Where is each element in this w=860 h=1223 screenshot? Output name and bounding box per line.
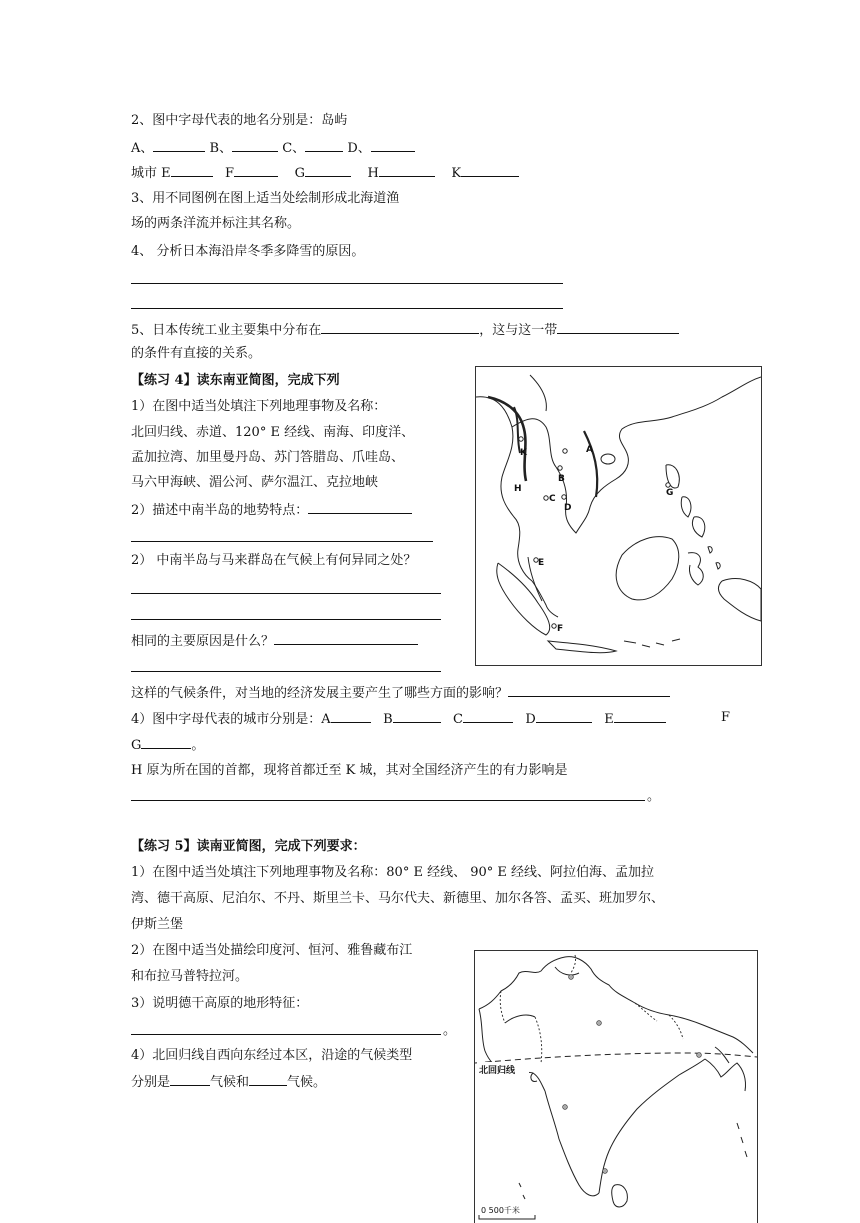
island-blank-b[interactable] <box>232 138 278 152</box>
map-label-tropic: 北回归线 <box>479 1066 516 1076</box>
south-asia-map-drawing <box>475 951 757 1223</box>
ex4-city-label-b: B <box>383 712 393 727</box>
city-label-k: K <box>451 166 462 181</box>
south-asia-map[interactable] <box>474 950 758 1223</box>
ex4-city-label-g: G <box>131 738 142 753</box>
q2-cities-line <box>131 163 519 183</box>
ex4-city-blank-a[interactable] <box>331 709 371 723</box>
island-blank-a[interactable] <box>153 138 205 152</box>
ex4-q3-answer-line-2[interactable] <box>131 619 441 620</box>
city-blank-h[interactable] <box>379 163 435 177</box>
city-label-e: 城市 E <box>131 166 171 181</box>
map-label-e: E <box>538 558 545 568</box>
ex4-q3-answer-line-1[interactable] <box>131 593 441 594</box>
ex5-q4-line-2 <box>131 1072 326 1092</box>
ex5-q1-line-1: 1）在图中适当处填注下列地理事物及名称：80° E 经线、 90° E 经线、阿拉伯海、孟加拉 <box>131 865 654 880</box>
city-blank-k[interactable] <box>461 163 519 177</box>
ex4-q1-items-1: 北回归线、赤道、120° E 经线、南海、印度洋、 <box>131 425 415 440</box>
ex5-q3-answer-line[interactable] <box>131 1034 441 1035</box>
map-label-g: G <box>666 488 674 498</box>
ex4-capital-end: 。 <box>647 789 661 804</box>
southeast-asia-map-drawing <box>476 367 761 665</box>
ex4-city-label-a: A <box>321 712 331 727</box>
ex4-q1-intro: 1）在图中适当处填注下列地理事物及名称： <box>131 399 387 414</box>
q4-answer-line-2[interactable] <box>131 308 563 309</box>
island-blank-d[interactable] <box>371 138 415 152</box>
ex4-q2-blank[interactable] <box>308 500 412 514</box>
southeast-asia-map[interactable] <box>475 366 762 666</box>
city-label-h: H <box>367 166 379 181</box>
island-label-a: A、 <box>131 141 154 156</box>
q5-line1 <box>131 320 679 340</box>
ex4-q3-text: 2） 中南半岛与马来群岛在气候上有何异同之处？ <box>131 553 417 568</box>
q4-answer-line-1[interactable] <box>131 283 563 284</box>
ex4-city-blank-c[interactable] <box>463 709 513 723</box>
ex4-capital-text: H 原为所在国的首都，现将首都迁至 K 城，其对全国经济产生的有力影响是 <box>131 763 568 778</box>
ex5-q3-end: 。 <box>443 1023 457 1038</box>
city-label-g: G <box>294 166 305 181</box>
ex4-reason-text: 相同的主要原因是什么？ <box>131 634 275 649</box>
ex4-city-label-e: E <box>604 712 614 727</box>
ex4-q2-text: 2）描述中南半岛的地势特点： <box>131 503 309 518</box>
ex5-q4-blank-2[interactable] <box>249 1072 287 1086</box>
city-blank-e[interactable] <box>171 163 213 177</box>
ex4-city-blank-d[interactable] <box>536 709 592 723</box>
ex4-city-blank-b[interactable] <box>393 709 441 723</box>
ex5-q4-blank-1[interactable] <box>170 1072 210 1086</box>
map-label-b: B <box>558 474 565 484</box>
ex4-cities-line <box>131 709 666 729</box>
ex5-q4-end: 气候。 <box>287 1075 327 1090</box>
q5-blank-2[interactable] <box>557 320 679 334</box>
ex4-city-label-f: F <box>721 710 731 725</box>
tropic-of-cancer-line <box>475 1053 757 1063</box>
island-blank-c[interactable] <box>305 138 343 152</box>
ex4-city-blank-g[interactable] <box>141 735 191 749</box>
map-scale-label: 0 500千米 <box>481 1206 520 1215</box>
map-label-d: D <box>564 503 572 513</box>
ex4-city-label-d: D <box>525 712 536 727</box>
island-label-c: C、 <box>282 141 306 156</box>
ex4-reason-blank[interactable] <box>274 631 418 645</box>
ex4-capital-answer-line[interactable] <box>131 800 645 801</box>
ex5-q4-pre: 分别是 <box>131 1075 171 1090</box>
ex4-effect-line <box>131 683 670 703</box>
ex5-q4-line-1: 4）北回归线自西向东经过本区，沿途的气候类型 <box>131 1048 413 1063</box>
ex4-q2-answer-line[interactable] <box>131 541 433 542</box>
q2-islands-line <box>131 138 415 158</box>
q3-line2: 场的两条洋流并标注其名称。 <box>131 216 301 231</box>
q4-text: 4、 分析日本海沿岸冬季多降雪的原因。 <box>131 244 365 259</box>
ex5-q2-line-1: 2）在图中适当处描绘印度河、恒河、雅鲁藏布江 <box>131 943 413 958</box>
ex4-city-label-c: C <box>453 712 463 727</box>
ex5-q1-line-3: 伊斯兰堡 <box>131 917 184 932</box>
ex4-q1-items-2: 孟加拉湾、加里曼丹岛、苏门答腊岛、爪哇岛、 <box>131 450 405 465</box>
ex4-city-blank-e[interactable] <box>614 709 666 723</box>
ex4-reason-answer-line[interactable] <box>131 671 441 672</box>
ex4-reason-line <box>131 631 418 651</box>
ex5-q2-line-2: 和布拉马普特拉河。 <box>131 969 249 984</box>
map-label-h: H <box>514 484 522 494</box>
q5-blank-1[interactable] <box>321 320 479 334</box>
ex5-q1-line-2: 湾、德干高原、尼泊尔、不丹、斯里兰卡、马尔代夫、新德里、加尔各答、孟买、班加罗尔、 <box>131 891 665 906</box>
ex5-heading: 【练习 5】读南亚简图，完成下列要求： <box>131 839 366 854</box>
ex4-effect-text: 这样的气候条件，对当地的经济发展主要产生了哪些方面的影响？ <box>131 686 509 701</box>
ex5-q4-mid: 气候和 <box>210 1075 250 1090</box>
island-label-b: B、 <box>209 141 233 156</box>
ex4-heading: 【练习 4】读东南亚简图，完成下列 <box>131 373 340 388</box>
ex4-cities-intro: 4）图中字母代表的城市分别是： <box>131 712 322 727</box>
ex4-effect-blank[interactable] <box>508 683 670 697</box>
ex5-q3-text: 3）说明德干高原的地形特征： <box>131 996 309 1011</box>
map-label-a: A <box>586 445 593 455</box>
city-blank-g[interactable] <box>305 163 351 177</box>
city-blank-f[interactable] <box>234 163 278 177</box>
ex4-city-g-period: 。 <box>191 738 205 753</box>
map-label-k: K <box>520 448 527 458</box>
ex4-q1-items-3: 马六甲海峡、湄公河、萨尔温江、克拉地峡 <box>131 475 379 490</box>
q5-text3: 的条件有直接的关系。 <box>131 346 262 361</box>
q5-text1: 5、日本传统工业主要集中分布在 <box>131 323 322 338</box>
ex4-q2-line <box>131 500 412 520</box>
city-label-f: F <box>225 166 235 181</box>
ex4-city-g-line <box>131 735 204 755</box>
map-label-f: F <box>557 624 564 634</box>
q3-line1: 3、用不同图例在图上适当处绘制形成北海道渔 <box>131 191 400 206</box>
map-label-c: C <box>549 494 556 504</box>
island-label-d: D、 <box>347 141 371 156</box>
q2-title: 2、图中字母代表的地名分别是：岛屿 <box>131 113 348 128</box>
q5-text2: ，这与这一带 <box>479 323 558 338</box>
